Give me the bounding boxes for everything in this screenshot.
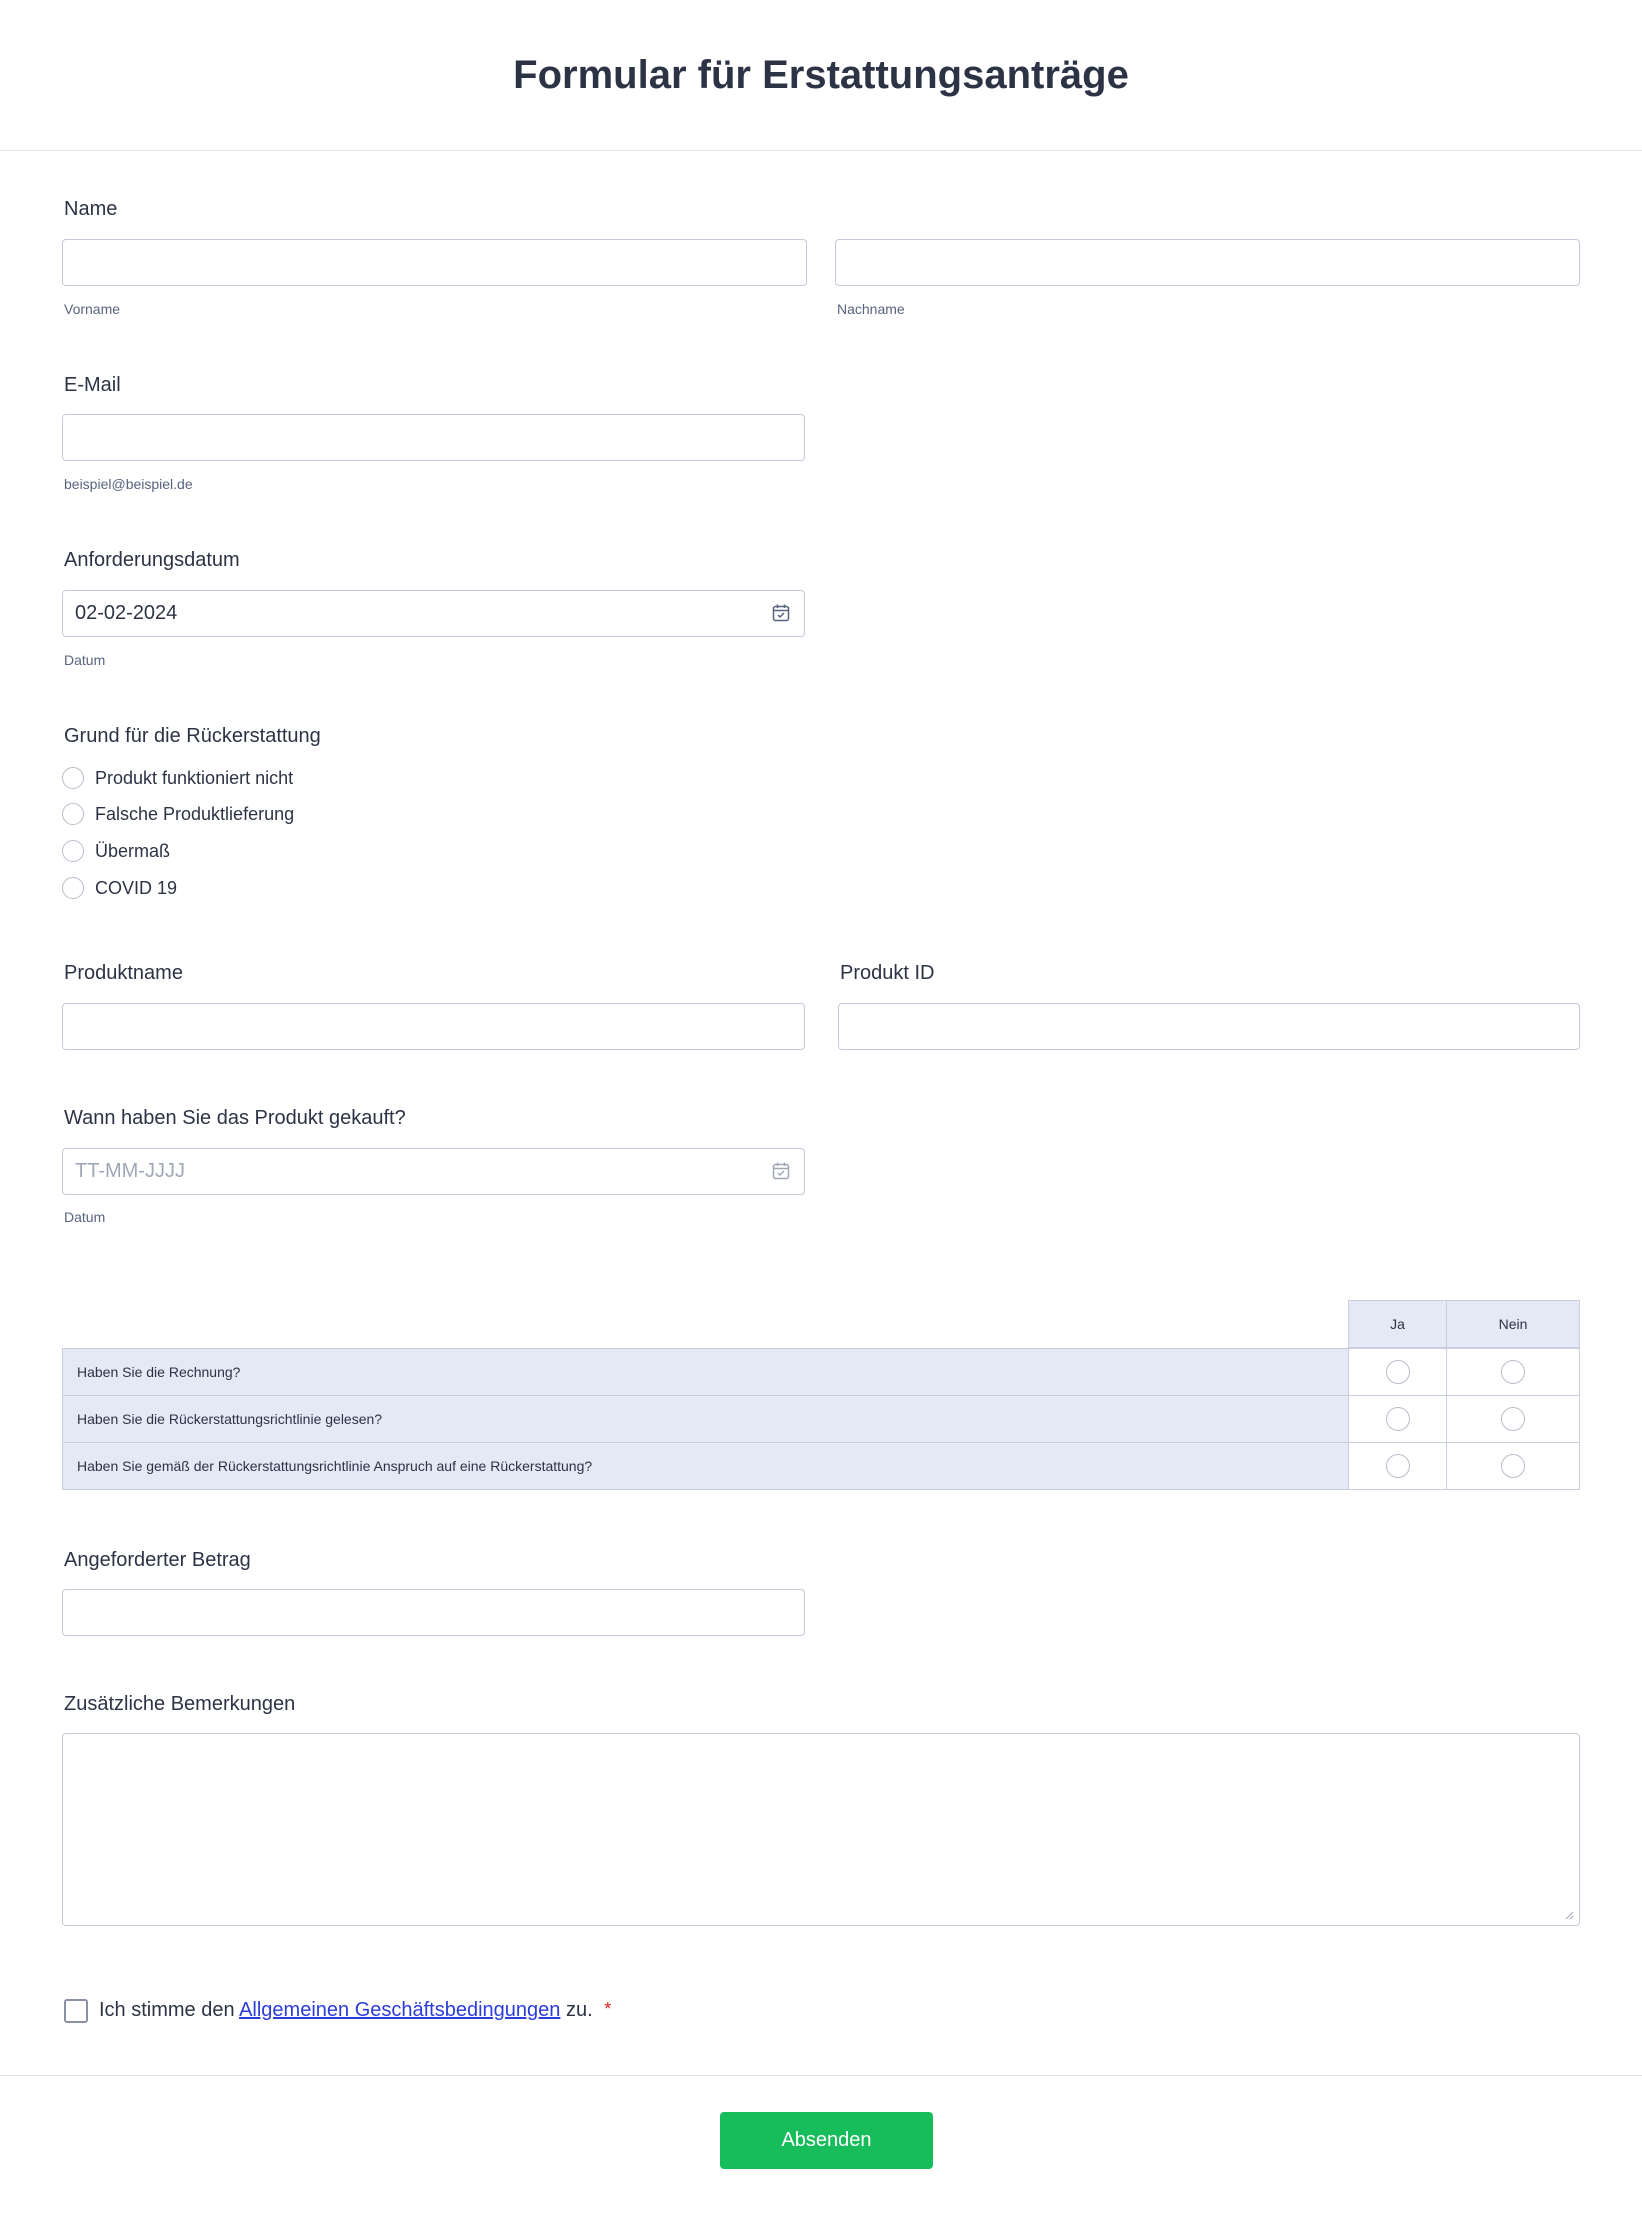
matrix-cell	[1446, 1442, 1580, 1490]
matrix-cell	[1348, 1442, 1447, 1490]
reason-option[interactable]	[62, 877, 177, 899]
reason-option-label: COVID 19	[95, 877, 178, 898]
first-name-sublabel: Vorname	[64, 301, 121, 317]
email-input[interactable]	[62, 414, 805, 461]
name-label: Name	[64, 198, 118, 220]
purchase-date-input[interactable]	[62, 1148, 805, 1195]
matrix-cell	[1446, 1395, 1580, 1443]
request-date-input[interactable]	[62, 590, 805, 637]
radio-button[interactable]	[62, 803, 84, 825]
matrix-cell	[1348, 1395, 1447, 1443]
amount-input[interactable]	[62, 1589, 805, 1636]
submit-button[interactable]: Absenden	[720, 2112, 933, 2169]
request-date-label: Anforderungsdatum	[64, 549, 240, 571]
terms-checkbox[interactable]	[64, 1999, 88, 2023]
required-mark: *	[604, 1999, 612, 2019]
reason-label: Grund für die Rückerstattung	[64, 725, 321, 747]
request-date-sublabel: Datum	[64, 652, 106, 668]
terms-prefix: Ich stimme den	[99, 1999, 240, 2021]
last-name-sublabel: Nachname	[837, 301, 905, 317]
reason-option-label: Falsche Produktlieferung	[95, 803, 295, 824]
purchase-date-placeholder: TT-MM-JJJJ	[75, 1160, 185, 1182]
purchase-date-label: Wann haben Sie das Produkt gekauft?	[64, 1107, 406, 1129]
first-name-input[interactable]	[62, 239, 807, 286]
terms-link[interactable]: Allgemeinen Geschäftsbedingungen	[239, 1999, 561, 2021]
radio-button[interactable]	[62, 877, 84, 899]
radio-button[interactable]	[62, 767, 84, 789]
reason-option[interactable]	[62, 767, 293, 789]
matrix-row-label: Haben Sie gemäß der Rückerstattungsrichtlinie Anspruch auf eine Rückerstattung?	[62, 1442, 1349, 1490]
radio-button[interactable]	[1386, 1454, 1410, 1478]
remarks-label: Zusätzliche Bemerkungen	[64, 1693, 296, 1715]
form-title: Formular für Erstattungsanträge	[513, 52, 1129, 97]
reason-option-label: Übermaß	[95, 840, 171, 861]
matrix-cell	[1348, 1348, 1447, 1396]
amount-label: Angeforderter Betrag	[64, 1549, 251, 1571]
reason-option-label: Produkt funktioniert nicht	[95, 767, 294, 788]
product-id-input[interactable]	[838, 1003, 1580, 1050]
request-date-value: 02-02-2024	[75, 602, 178, 624]
last-name-input[interactable]	[835, 239, 1580, 286]
matrix-cell	[1446, 1348, 1580, 1396]
resize-handle-icon[interactable]	[1564, 1910, 1574, 1920]
radio-button[interactable]	[1501, 1407, 1525, 1431]
email-sublabel: beispiel@beispiel.de	[64, 476, 193, 492]
calendar-icon[interactable]	[772, 1162, 790, 1180]
radio-button[interactable]	[1501, 1360, 1525, 1384]
matrix-row-label: Haben Sie die Rückerstattungsrichtlinie gelesen?	[62, 1395, 1349, 1443]
email-label: E-Mail	[64, 374, 121, 396]
matrix-column-header: Ja	[1348, 1300, 1447, 1348]
radio-button[interactable]	[62, 840, 84, 862]
matrix-row-label: Haben Sie die Rechnung?	[62, 1348, 1349, 1396]
terms-label	[99, 1999, 611, 2022]
product-id-label: Produkt ID	[840, 962, 935, 984]
product-name-input[interactable]	[62, 1003, 805, 1050]
product-name-label: Produktname	[64, 962, 183, 984]
calendar-icon[interactable]	[772, 604, 790, 622]
terms-suffix: zu.	[560, 1999, 593, 2021]
radio-button[interactable]	[1501, 1454, 1525, 1478]
matrix-column-header: Nein	[1446, 1300, 1580, 1348]
purchase-date-sublabel: Datum	[64, 1209, 106, 1225]
reason-option[interactable]	[62, 840, 170, 862]
radio-button[interactable]	[1386, 1360, 1410, 1384]
reason-option[interactable]	[62, 803, 294, 825]
radio-button[interactable]	[1386, 1407, 1410, 1431]
form-header	[0, 0, 1642, 151]
remarks-textarea[interactable]	[62, 1733, 1580, 1926]
